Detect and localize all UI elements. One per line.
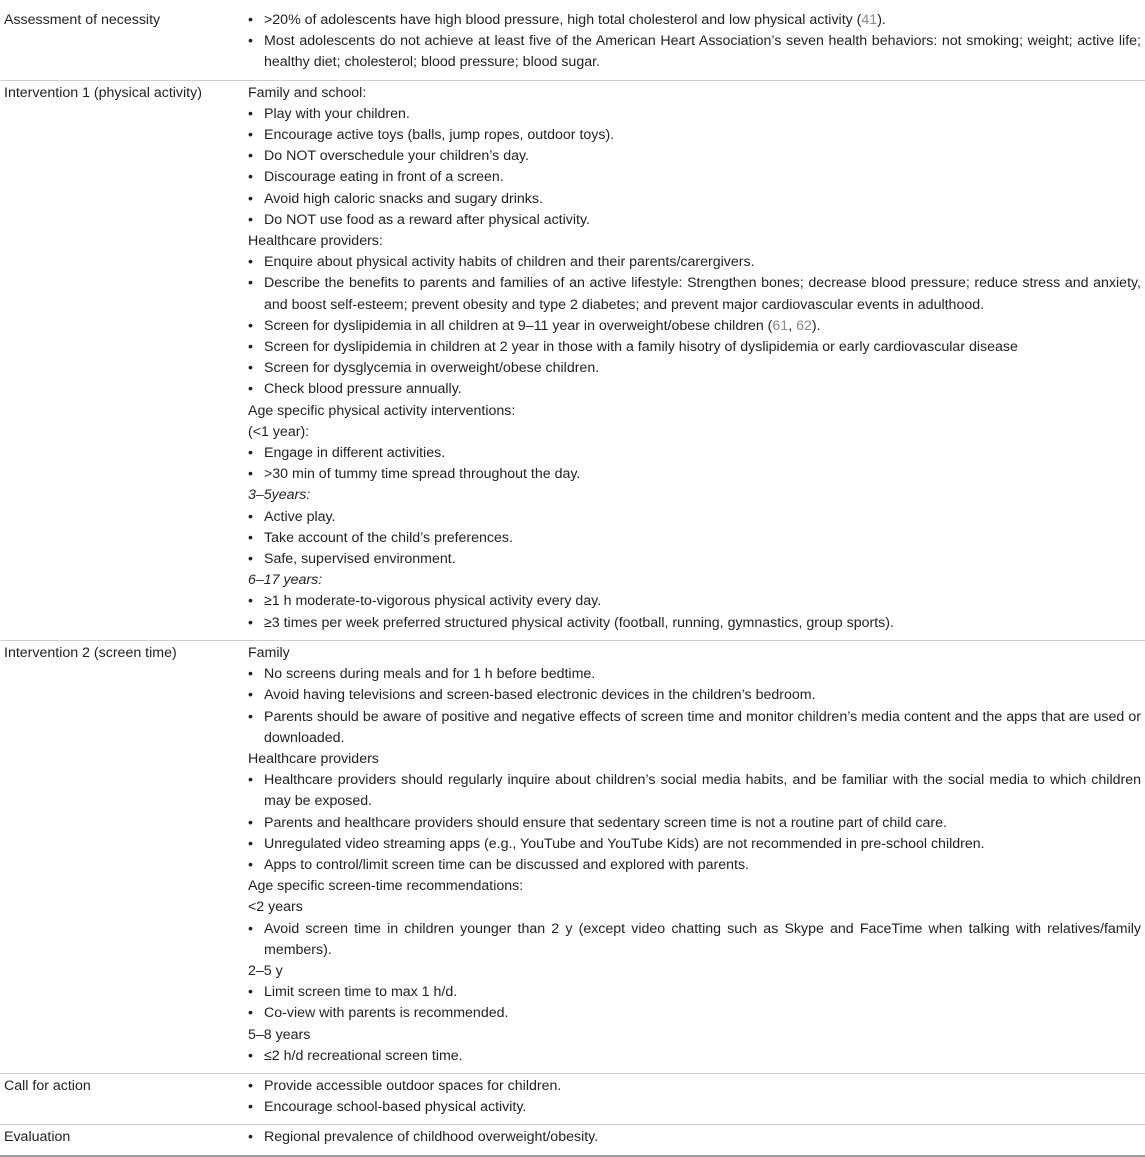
subheading: (<1 year): xyxy=(248,423,310,440)
bullet-icon: • xyxy=(248,339,253,356)
subheading: Healthcare providers: xyxy=(248,233,383,250)
subheading: <2 years xyxy=(248,899,303,916)
list-item-text xyxy=(264,146,1141,167)
row-label: Intervention 2 (screen time) xyxy=(4,644,177,661)
bullet-icon: • xyxy=(248,1077,253,1094)
list-item xyxy=(248,358,1141,379)
table-row xyxy=(0,641,1145,1074)
list-item xyxy=(248,443,1141,464)
bullet-icon: • xyxy=(248,381,253,398)
list-item-text xyxy=(264,591,1141,612)
list-item xyxy=(248,507,1141,528)
bullet-icon: • xyxy=(248,529,253,546)
subheading: Healthcare providers xyxy=(248,750,379,767)
text-span: Apps to control/limit screen time can be discussed and explored with parents. xyxy=(264,856,749,873)
row-label: Call for action xyxy=(4,1077,91,1094)
list-item-text xyxy=(264,813,1141,834)
bullet-icon: • xyxy=(248,508,253,525)
text-span: Encourage school-based physical activity. xyxy=(264,1099,527,1116)
text-span: Engage in different activities. xyxy=(264,445,446,462)
bullet-icon: • xyxy=(248,105,253,122)
text-span: ≥1 h moderate-to-vigorous physical activity every day. xyxy=(264,593,602,610)
list-item xyxy=(248,1046,1141,1067)
list-item-text xyxy=(264,337,1141,358)
list-item-text xyxy=(264,834,1141,855)
bullet-icon: • xyxy=(248,593,253,610)
list-item-text xyxy=(264,379,1141,400)
text-span: ≤2 h/d recreational screen time. xyxy=(264,1047,463,1064)
list-item xyxy=(248,464,1141,485)
subheading: 3–5years: xyxy=(248,487,311,504)
list-item xyxy=(248,919,1141,961)
list-item xyxy=(248,125,1141,146)
list-item-text xyxy=(264,664,1141,685)
list-item-text xyxy=(264,464,1141,485)
bullet-icon: • xyxy=(248,148,253,165)
list-item-text xyxy=(264,31,1141,73)
bullet-icon: • xyxy=(248,12,253,28)
list-item xyxy=(248,189,1141,210)
table-row xyxy=(0,1074,1145,1125)
list-item xyxy=(248,10,1141,31)
reference-link[interactable]: 62 xyxy=(796,317,812,334)
text-span: Encourage active toys (balls, jump ropes, outdoor toys). xyxy=(264,127,615,144)
bullet-icon: • xyxy=(248,666,253,683)
text-span: Discourage eating in front of a screen. xyxy=(264,169,504,186)
bullet-icon: • xyxy=(248,1047,253,1064)
list-item-text xyxy=(264,613,1141,634)
text-span: Provide accessible outdoor spaces for children. xyxy=(264,1077,562,1094)
text-span: Safe, supervised environment. xyxy=(264,551,456,568)
list-item xyxy=(248,146,1141,167)
list-item xyxy=(248,664,1141,685)
list-item-text xyxy=(264,125,1141,146)
reference-link[interactable]: 61 xyxy=(772,317,789,334)
bullet-icon: • xyxy=(248,33,253,50)
bullet-icon: • xyxy=(248,814,253,831)
list-item xyxy=(248,379,1141,400)
list-item xyxy=(248,770,1141,812)
list-item-text xyxy=(264,210,1141,231)
bullet-icon: • xyxy=(248,466,253,483)
bullet-icon: • xyxy=(248,1005,253,1022)
list-item xyxy=(248,1127,1141,1148)
list-item-text xyxy=(264,507,1141,528)
text-span: , xyxy=(788,317,797,334)
list-item xyxy=(248,316,1141,337)
text-span: Unregulated video streaming apps (e.g., YouTube and YouTube Kids) are not recommended in pre-school children. xyxy=(264,835,985,852)
row-label: Intervention 1 (physical activity) xyxy=(4,84,202,101)
list-item-text xyxy=(264,1127,1141,1148)
text-span: Active play. xyxy=(264,508,336,525)
row-content xyxy=(248,83,1145,634)
bullet-icon: • xyxy=(248,984,253,1001)
bullet-icon: • xyxy=(248,127,253,144)
list-item xyxy=(248,834,1141,855)
text-span: Do NOT overschedule your children’s day. xyxy=(264,148,529,165)
list-item xyxy=(248,1003,1141,1024)
bullet-icon: • xyxy=(248,1129,253,1146)
list-item-text xyxy=(264,919,1141,961)
subheading: Age specific physical activity interventions: xyxy=(248,402,516,419)
bullet-icon: • xyxy=(248,920,253,937)
subheading: Age specific screen-time recommendations: xyxy=(248,878,524,895)
text-span: Avoid having televisions and screen-based electronic devices in the children’s bedroom. xyxy=(264,687,816,704)
list-item-text xyxy=(264,855,1141,876)
list-item-text xyxy=(264,273,1141,315)
row-content xyxy=(248,1127,1145,1148)
subheading: 5–8 years xyxy=(248,1026,311,1043)
list-item xyxy=(248,210,1141,231)
row-label: Evaluation xyxy=(4,1129,71,1146)
text-span: Do NOT use food as a reward after physical activity. xyxy=(264,211,590,228)
subheading: 6–17 years: xyxy=(248,572,323,589)
table-row xyxy=(0,8,1145,81)
text-span: Limit screen time to max 1 h/d. xyxy=(264,984,458,1001)
bullet-icon: • xyxy=(248,254,253,271)
bullet-icon: • xyxy=(248,169,253,186)
text-span: Screen for dysglycemia in overweight/obese children. xyxy=(264,360,600,377)
bullet-icon: • xyxy=(248,708,253,725)
bullet-icon: • xyxy=(248,856,253,873)
list-item-text xyxy=(264,1003,1141,1024)
list-item xyxy=(248,273,1141,315)
subheading: Family and school: xyxy=(248,84,367,101)
list-item-text xyxy=(264,104,1141,125)
list-item-text xyxy=(264,528,1141,549)
row-content xyxy=(248,10,1145,74)
text-span: Avoid screen time in children younger than 2 y (except video chatting such as Skype and FaceTime when talking with relatives/family members). xyxy=(264,920,1141,958)
text-span: Screen for dyslipidemia in all children at 9–11 year in overweight/obese children ( xyxy=(264,317,773,334)
text-span: Enquire about physical activity habits of children and their parents/carergivers. xyxy=(264,254,755,271)
text-span: ). xyxy=(811,317,821,334)
text-span: Co-view with parents is recommended. xyxy=(264,1005,509,1022)
list-item xyxy=(248,591,1141,612)
bullet-icon: • xyxy=(248,445,253,462)
list-item-text xyxy=(264,1076,1141,1097)
list-item xyxy=(248,685,1141,706)
text-span: Regional prevalence of childhood overweight/obesity. xyxy=(264,1129,599,1146)
list-item-text xyxy=(264,1097,1141,1118)
list-item xyxy=(248,613,1141,634)
text-span: Healthcare providers should regularly inquire about children’s social media habits, and be familiar with the social media to which children may be exposed. xyxy=(264,772,1141,810)
table-row xyxy=(0,1125,1145,1156)
reference-link[interactable]: 41 xyxy=(861,12,878,28)
list-item-text xyxy=(264,982,1141,1003)
list-item-text xyxy=(264,10,1141,31)
row-content xyxy=(248,1076,1145,1118)
text-span: >30 min of tummy time spread throughout the day. xyxy=(264,466,581,483)
text-span: Check blood pressure annually. xyxy=(264,381,462,398)
bullet-icon: • xyxy=(248,614,253,631)
text-span: >20% of adolescents have high blood pressure, high total cholesterol and low physical activity ( xyxy=(264,12,862,28)
list-item xyxy=(248,337,1141,358)
bullet-icon: • xyxy=(248,835,253,852)
list-item xyxy=(248,167,1141,188)
subheading: Family xyxy=(248,644,290,661)
text-span: ). xyxy=(877,12,886,28)
list-item xyxy=(248,855,1141,876)
bullet-icon: • xyxy=(248,317,253,334)
list-item-text xyxy=(264,316,1141,337)
list-item-text xyxy=(264,358,1141,379)
list-item-text xyxy=(264,549,1141,570)
table-row xyxy=(0,81,1145,641)
row-label: Assessment of necessity xyxy=(4,12,161,28)
list-item xyxy=(248,982,1141,1003)
list-item-text xyxy=(264,1046,1141,1067)
list-item xyxy=(248,104,1141,125)
list-item xyxy=(248,31,1141,73)
bullet-icon: • xyxy=(248,190,253,207)
bullet-icon: • xyxy=(248,551,253,568)
list-item-text xyxy=(264,707,1141,749)
subheading: 2–5 y xyxy=(248,962,283,979)
list-item xyxy=(248,1097,1141,1118)
text-span: Avoid high caloric snacks and sugary drinks. xyxy=(264,190,543,207)
row-content xyxy=(248,643,1145,1067)
bullet-icon: • xyxy=(248,211,253,228)
list-item-text xyxy=(264,252,1141,273)
list-item xyxy=(248,1076,1141,1097)
bullet-icon: • xyxy=(248,275,253,292)
list-item-text xyxy=(264,443,1141,464)
list-item-text xyxy=(264,685,1141,706)
text-span: Screen for dyslipidemia in children at 2 year in those with a family hisotry of dyslipidemia or early cardiovascular disease xyxy=(264,339,1018,356)
list-item xyxy=(248,528,1141,549)
text-span: Parents and healthcare providers should ensure that sedentary screen time is not a routine part of child care. xyxy=(264,814,947,831)
list-item-text xyxy=(264,167,1141,188)
text-span: Play with your children. xyxy=(264,105,410,122)
bullet-icon: • xyxy=(248,1099,253,1116)
list-item xyxy=(248,813,1141,834)
bullet-icon: • xyxy=(248,360,253,377)
text-span: Parents should be aware of positive and negative effects of screen time and monitor children’s media content and the apps that are used or downloaded. xyxy=(264,708,1141,746)
bullet-icon: • xyxy=(248,772,253,789)
list-item xyxy=(248,549,1141,570)
list-item xyxy=(248,252,1141,273)
text-span: No screens during meals and for 1 h before bedtime. xyxy=(264,666,596,683)
text-span: Take account of the child’s preferences. xyxy=(264,529,513,546)
list-item-text xyxy=(264,770,1141,812)
list-item xyxy=(248,707,1141,749)
text-span: Most adolescents do not achieve at least five of the American Heart Association’s seven health behaviors: not smoking; weight; active life; healthy diet; cholesterol; blood pressure; blood sugar. xyxy=(264,33,1141,71)
list-item-text xyxy=(264,189,1141,210)
text-span: Describe the benefits to parents and families of an active lifestyle: Strengthen bones; decrease blood pressure; reduce stress and anxiety, and boost self-esteem; prevent obesity and type 2 diabetes; and prevent major cardiovascular events in adulthood. xyxy=(264,275,1141,313)
text-span: ≥3 times per week preferred structured physical activity (football, running, gymnastics, group sports). xyxy=(264,614,894,631)
bullet-icon: • xyxy=(248,687,253,704)
